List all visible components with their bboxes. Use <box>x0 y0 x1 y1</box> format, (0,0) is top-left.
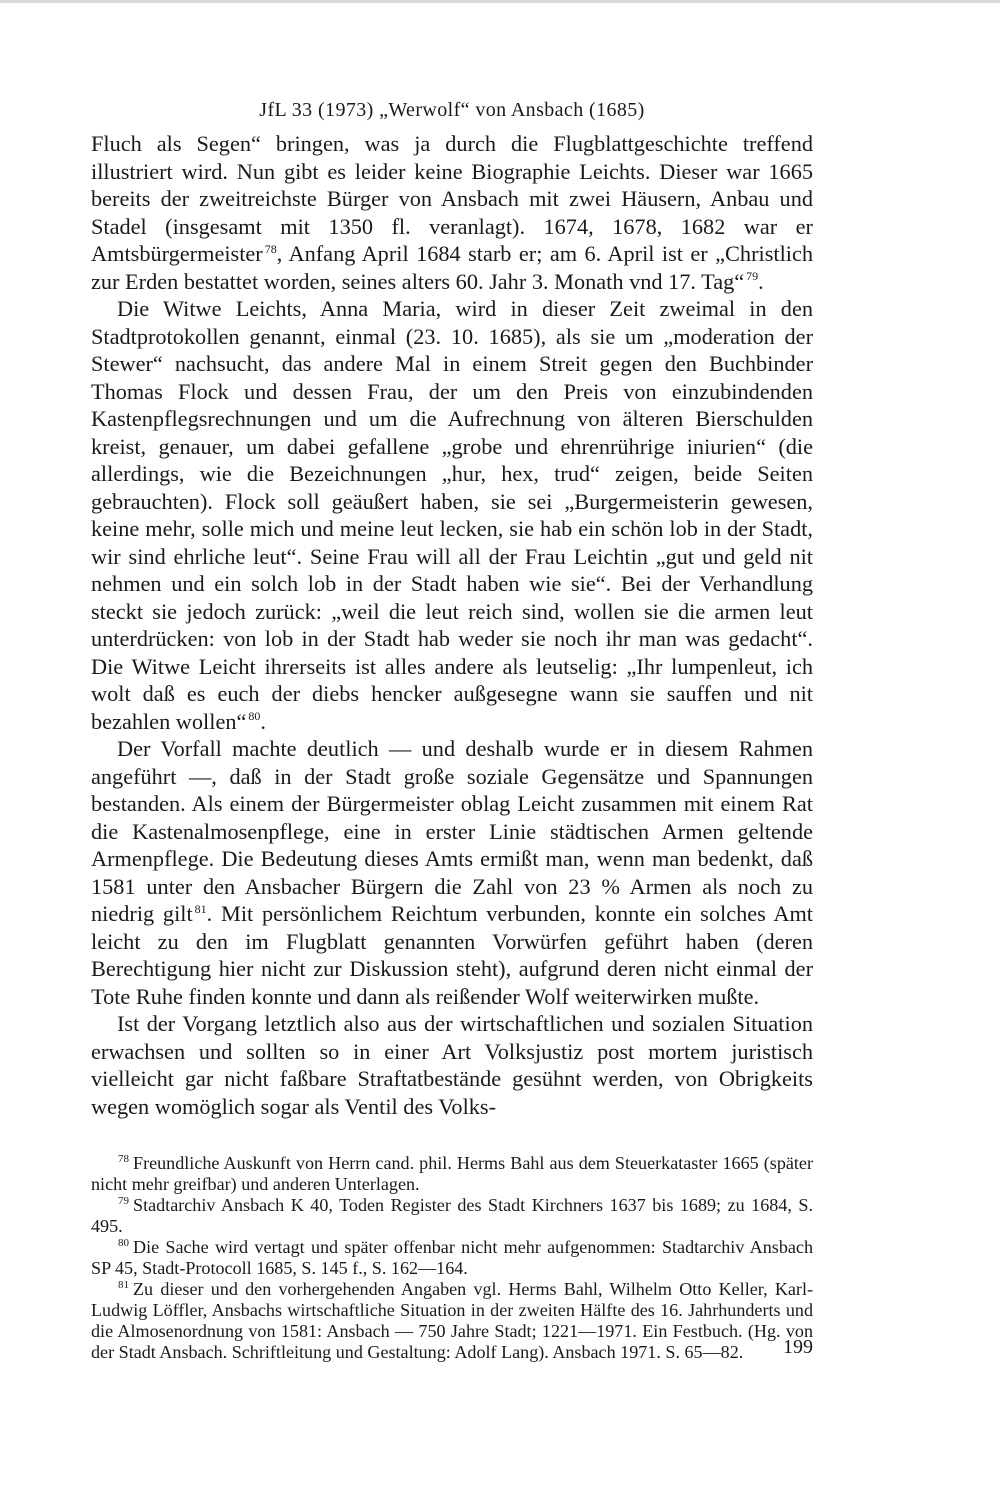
footnote-number: 80 <box>118 1236 129 1249</box>
page-number: 199 <box>783 1336 813 1358</box>
footnote-80 <box>91 1237 813 1279</box>
footnote-81 <box>91 1279 813 1363</box>
footnote-text: Stadtarchiv Ansbach K 40, Toden Register des Stadt Kirchners 1637 bis 1689; zu 1684, S. 495. <box>91 1195 813 1236</box>
running-head: JfL 33 (1973) „Werwolf“ von Ansbach (1685) <box>259 99 645 121</box>
footnote-text: Zu dieser und den vorhergehenden Angaben vgl. Herms Bahl, Wilhelm Otto Keller, Karl-Ludwig Löffler, Ansbachs wirtschaftliche Situation in der zweiten Hälfte des 16. Jahrhunderts und die Almosenordnung von 1581: Ansbach — 750 Jahre Stadt; 1221—1971. Ein Festbuch. (Hg. von der Stadt Ansbach. Schriftleitung und Gestaltung: Adolf Lang). Ansbach 1971. S. 65—82. <box>91 1279 813 1362</box>
footnotes <box>91 1153 813 1363</box>
body-text <box>91 130 813 1120</box>
footnote-number: 81 <box>118 1278 129 1291</box>
paragraph-2 <box>91 295 813 735</box>
top-edge-rule <box>0 0 1000 3</box>
footnote-ref-80[interactable]: 80 <box>248 709 261 724</box>
paragraph-3-text-b: . Mit persönlichem Reichtum verbunden, konnte ein solches Amt leicht zu den im Flugblatt genannten Vorwürfen geführt haben (deren Berechtigung hier nicht zur Diskussion steht), aufgrund deren nicht einmal der Tote Ruhe finden konnte und dann als reißender Wolf weiterwirken mußte. <box>91 901 813 1009</box>
footnote-78 <box>91 1153 813 1195</box>
footnote-number: 79 <box>118 1194 129 1207</box>
paragraph-1-text-b: , Anfang April 1684 starb er; am 6. April ist er „Christlich zur Erden bestattet worden, seines alters 60. Jahr 3. Monath vnd 17. Tag“ <box>91 241 813 294</box>
book-page <box>91 96 813 1363</box>
paragraph-1-text-c: . <box>758 268 764 294</box>
footnote-ref-79[interactable]: 79 <box>746 269 759 284</box>
paragraph-1-text-a: Fluch als Segen“ bringen, was ja durch die Flugblattgeschichte treffend illustriert wird. Nun gibt es leider keine Biographie Leichts. Dieser war 1665 bereits der zweitreichste Bürger von Ansbach mit zwei Häusern, Anbau und Stadel (insgesamt mit 1350 fl. veranlagt). 1674, 1678, 1682 war er Amtsbürgermeister <box>91 131 813 266</box>
paragraph-4-text-a: Ist der Vorgang letztlich also aus der wirtschaftlichen und sozialen Situation erwachsen und sollten so in einer Art Volksjustiz post mortem juristisch vielleicht gar nicht faßbare Straftatbestände gesühnt werden, von Obrigkeits wegen womöglich sogar als Ventil des Volks- <box>91 1011 813 1119</box>
footnote-ref-78[interactable]: 78 <box>264 241 277 256</box>
footnote-text: Die Sache wird vertagt und später offenbar nicht mehr aufgenommen: Stadtarchiv Ansbach SP 45, Stadt-Protocoll 1685, S. 145 f., S. 162—164. <box>91 1237 813 1278</box>
paragraph-3-text-a: Der Vorfall machte deutlich — und deshalb wurde er in diesem Rahmen angeführt —, daß in der Stadt große soziale Gegensätze und Spannungen bestanden. Als einem der Bürgermeister oblag Leicht zusammen mit einem Rat die Kastenalmosenpflege, eine in erster Linie städtischen Armen geltende Armenpflege. Die Bedeutung dieses Amts ermißt man, wenn man bedenkt, daß 1581 unter den Ansbacher Bürgern die Zahl von 23 % Armen als noch zu niedrig gilt <box>91 736 813 926</box>
paragraph-2-text-a: Die Witwe Leichts, Anna Maria, wird in dieser Zeit zweimal in den Stadtprotokollen genannt, einmal (23. 10. 1685), als sie um „moderation der Stewer“ nachsucht, das andere Mal in einem Streit gegen den Buchbinder Thomas Flock und dessen Frau, der um den Preis von einzubindenden Kastenpflegsrechnungen und um die Aufrechnung von älteren Bierschulden kreist, genauer, um dabei gefallene „grobe und ehrenrührige iniurien“ (die allerdings, wie die Bezeichnungen „hur, hex, trud“ zeigen, beide Seiten gebrauchten). Flock soll geäußert haben, sie sei „Burgermeisterin gewesen, keine mehr, solle mich und meine leut lecken, sie hab ein schön lob in der Stadt, wir sind ehrliche leut“. Seine Frau will all der Frau Leichtin „gut und geld nit nehmen und ein solch lob in der Stadt haben wie sie“. Bei der Verhandlung steckt sie jedoch zurück: „weil die leut reich sind, wollen sie die armen leut unterdrücken: von lob in der Stadt hab weder sie noch ihr man was gedacht“. Die Witwe Leicht ihrerseits ist alles andere als leutselig: „Ihr lumpenleut, ich wolt daß es euch der diebs hencker außgesegne wann sie sauffen und nit bezahlen wollen“ <box>91 296 813 734</box>
paragraph-1 <box>91 130 813 295</box>
footnote-79 <box>91 1195 813 1237</box>
footnote-number: 78 <box>118 1152 129 1165</box>
paragraph-2-text-b: . <box>260 708 266 734</box>
footnote-ref-81[interactable]: 81 <box>194 901 207 916</box>
footnote-text: Freundliche Auskunft von Herrn cand. phil. Herms Bahl aus dem Steuerkataster 1665 (später nicht mehr greifbar) und anderen Unterlagen. <box>91 1153 813 1194</box>
paragraph-3 <box>91 735 813 1010</box>
paragraph-4 <box>91 1010 813 1120</box>
